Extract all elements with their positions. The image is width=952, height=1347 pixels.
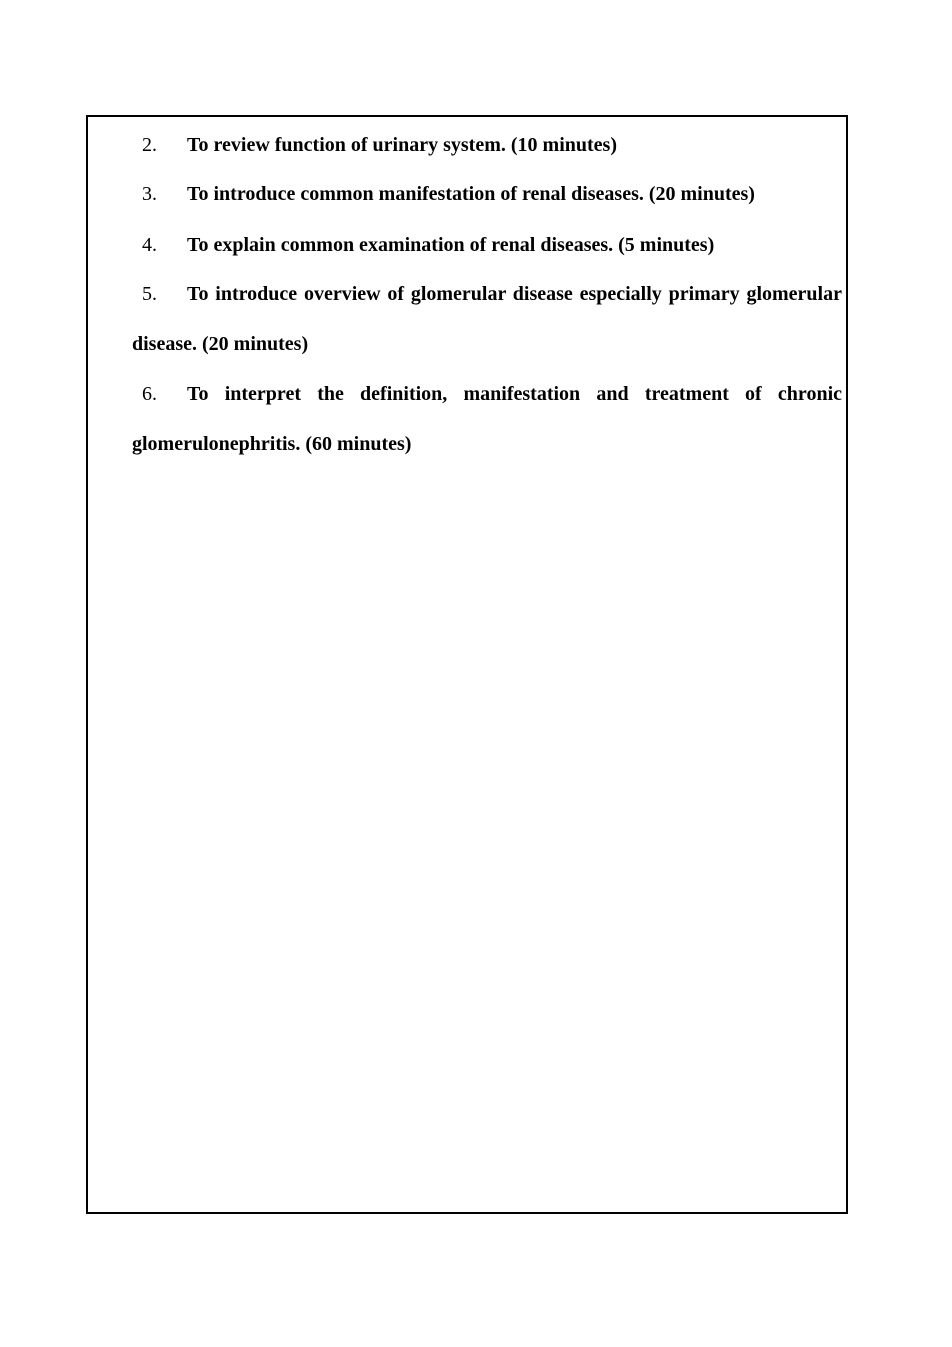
objective-number: 4. <box>142 234 157 256</box>
objective-item-3 <box>132 169 842 219</box>
objective-item-2 <box>132 120 842 170</box>
objective-number: 6. <box>142 383 157 405</box>
objective-text: To introduce overview of glomerular disease especially primary glomerular disease. (20 minutes) <box>132 283 842 355</box>
objectives-box <box>86 115 848 1214</box>
objective-text: To introduce common manifestation of renal diseases. (20 minutes) <box>187 183 755 205</box>
objective-number: 5. <box>142 283 157 305</box>
objective-item-6 <box>132 369 842 469</box>
objective-text: To interpret the definition, manifestation and treatment of chronic glomerulonephritis. (60 minutes) <box>132 383 842 455</box>
objective-number: 3. <box>142 183 157 205</box>
objective-number: 2. <box>142 134 157 156</box>
objective-text: To review function of urinary system. (10 minutes) <box>187 134 617 156</box>
objective-text: To explain common examination of renal diseases. (5 minutes) <box>187 234 715 256</box>
objective-item-5 <box>132 269 842 369</box>
objective-item-4 <box>132 220 842 270</box>
